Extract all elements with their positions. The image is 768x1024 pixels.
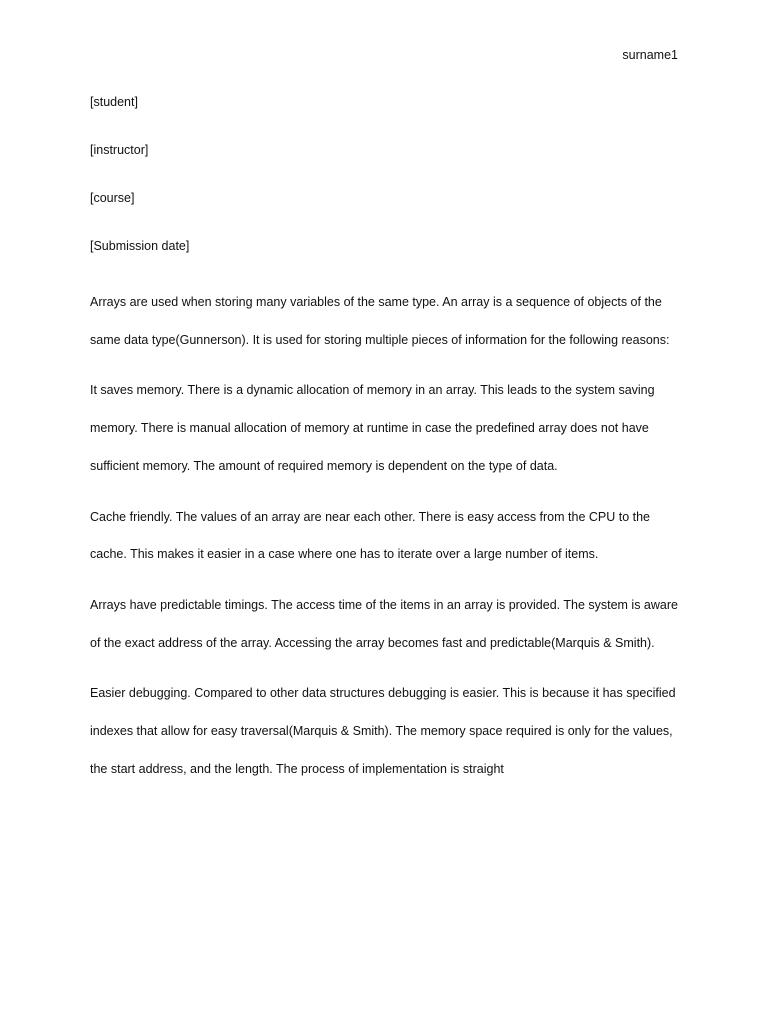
paragraph-saves-memory: It saves memory. There is a dynamic allocation of memory in an array. This leads to the system saving memory. There is manual allocation of memory at runtime in case the predefined array does not have sufficient memory. The amount of required memory is dependent on the type of data. — [90, 383, 655, 473]
paragraph-cache-friendly: Cache friendly. The values of an array are near each other. There is easy access from the CPU to the cache. This makes it easier in a case where one has to iterate over a large number of items. — [90, 509, 651, 562]
paragraph-intro: Arrays are used when storing many variables of the same type. An array is a sequence of objects of the same data type(Gunnerson). It is used for storing multiple pieces of information for the following reasons: — [90, 295, 670, 347]
submission-date-line: [Submission date] — [90, 239, 190, 253]
paragraph-easier-debugging: Easier debugging. Compared to other data structures debugging is easier. This is because it has specified indexes that allow for easy traversal(Marquis & Smith). The memory space required is only for the values, the start address, and the length. The process of implementation is straight — [90, 686, 676, 776]
course-line: [course] — [90, 191, 135, 205]
page-header-surname: surname1 — [622, 48, 678, 62]
instructor-line: [instructor] — [90, 143, 149, 157]
paragraph-predictable-timings: Arrays have predictable timings. The access time of the items in an array is provided. The system is aware of the exact address of the array. Accessing the array becomes fast and predictable(Marquis & Smith). — [90, 597, 678, 650]
student-line: [student] — [90, 95, 138, 109]
document-body — [90, 92, 680, 801]
